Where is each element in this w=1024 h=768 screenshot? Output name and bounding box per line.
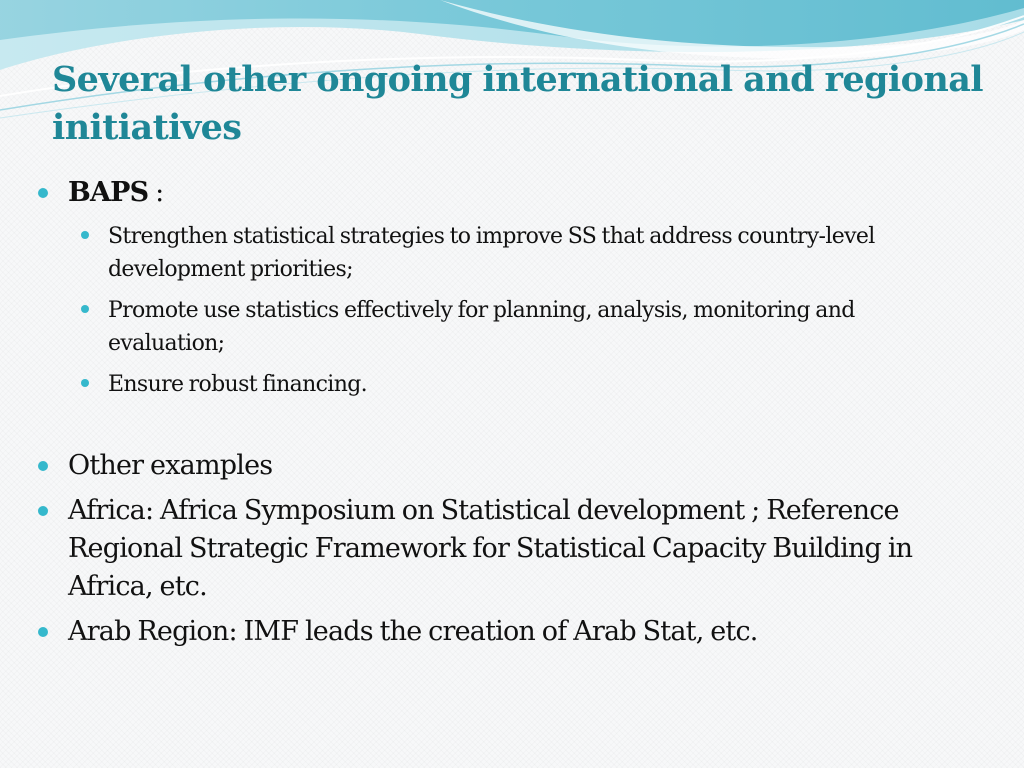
bullet-text: Arab Region: IMF leads the creation of Arab Stat, etc.	[68, 616, 758, 647]
sub-bullet-item	[38, 220, 968, 286]
bullet-dot-icon	[38, 506, 48, 516]
sub-bullet-item	[38, 368, 968, 401]
bullet-item-africa	[38, 492, 968, 606]
baps-sub-list	[38, 220, 968, 401]
sub-bullet-text: Ensure robust financing.	[108, 372, 367, 397]
bullet-dot-icon	[38, 627, 48, 637]
bullet-text: Africa: Africa Symposium on Statistical development ; Reference Regional Strategic Framework for Statistical Capacity Building in Africa, etc.	[68, 495, 913, 602]
bullet-item-other-examples	[38, 447, 968, 485]
sub-bullet-text: Strengthen statistical strategies to improve SS that address country-level development priorities;	[108, 224, 875, 282]
sub-bullet-dot-icon	[81, 305, 89, 313]
sub-bullet-dot-icon	[81, 379, 89, 387]
bullet-item-arab-region	[38, 613, 968, 651]
slide-title: Several other ongoing international and regional initiatives	[52, 59, 983, 148]
sub-bullet-text: Promote use statistics effectively for planning, analysis, monitoring and evaluation;	[108, 298, 855, 356]
bullet-dot-icon	[38, 461, 48, 471]
bullet-text: Other examples	[68, 450, 273, 481]
bullet-dot-icon	[38, 188, 48, 198]
bullet-item-baps	[38, 174, 968, 212]
baps-label: BAPS	[68, 177, 149, 208]
baps-separator: :	[148, 177, 164, 208]
sub-bullet-dot-icon	[81, 231, 89, 239]
section-spacer	[38, 409, 968, 447]
sub-bullet-item	[38, 294, 968, 360]
slide-body	[38, 174, 968, 651]
